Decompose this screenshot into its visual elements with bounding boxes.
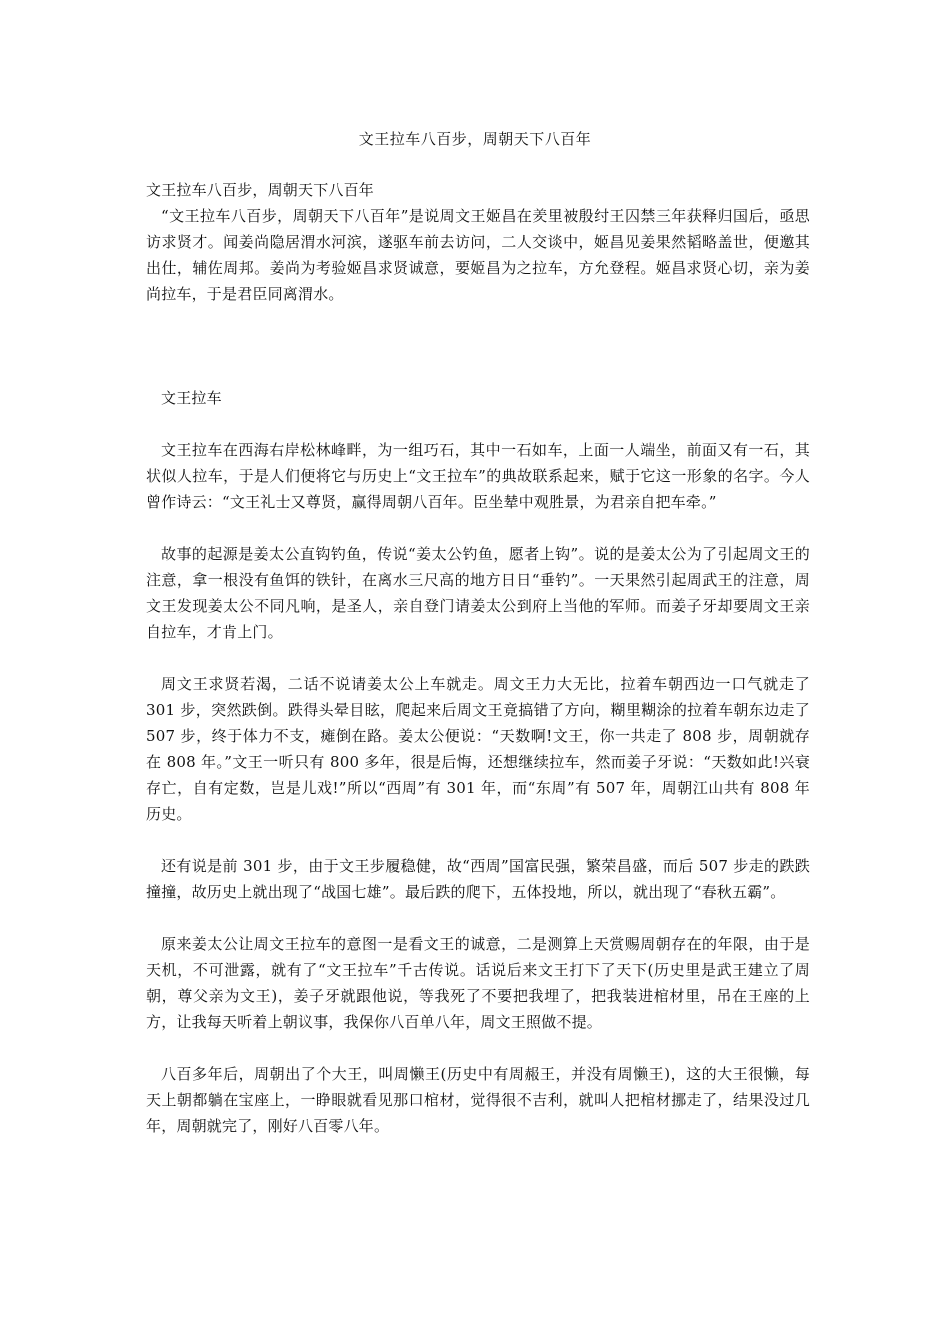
document-title: 文王拉车八百步，周朝天下八百年 (358, 130, 592, 148)
section-gap (146, 307, 810, 385)
intro-paragraph: “文王拉车八百步，周朝天下八百年”是说周文王姬昌在羑里被殷纣王囚禁三年获释归国后，亟思访求贤才。闻姜尚隐居渭水河滨，遂驱车前去访问，二人交谈中，姬昌见姜果然韬略盖世，便邀其出仕，辅佐周邦。姜尚为考验姬昌求贤诚意，要姬昌为之拉车，方允登程。姬昌求贤心切，亲为姜尚拉车，于是君臣同离渭水。 (146, 207, 810, 303)
document-subtitle: 文王拉车八百步，周朝天下八百年 (146, 181, 375, 199)
body-paragraph: 还有说是前 301 步，由于文王步履稳健，故“西周”国富民强，繁荣昌盛，而后 507 步走的跌跌撞撞，故历史上就出现了“战国七雄”。最后跌的爬下，五体投地，所以，就出现了“春秋五霸”。 (146, 857, 810, 901)
body-paragraph: 八百多年后，周朝出了个大王，叫周懒王(历史中有周赧王，并没有周懒王)，这的大王很懒，每天上朝都躺在宝座上，一睁眼就看见那口棺材，觉得很不吉利，就叫人把棺材挪走了，结果没过几年，周朝就完了，刚好八百零八年。 (146, 1065, 810, 1135)
body-paragraph: 故事的起源是姜太公直钩钓鱼，传说“姜太公钓鱼，愿者上钩”。说的是姜太公为了引起周文王的注意，拿一根没有鱼饵的铁针，在离水三尺高的地方日日“垂钓”。一天果然引起周武王的注意，周文王发现姜太公不同凡响，是圣人，亲自登门请姜太公到府上当他的军师。而姜子牙却要周文王亲自拉车，才肯上门。 (146, 545, 810, 641)
section-heading: 文王拉车 (161, 389, 222, 407)
body-paragraph: 周文王求贤若渴，二话不说请姜太公上车就走。周文王力大无比，拉着车朝西边一口气就走了 301 步，突然跌倒。跌得头晕目眩，爬起来后周文王竟搞错了方向，糊里糊涂的拉着车朝东边走了 507 步，终于体力不支，瘫倒在路。姜太公便说：“天数啊!文王，你一共走了 808 步，周朝就存在 808 年。”文王一听只有 800 多年，很是后悔，还想继续拉车，然而姜子牙说：“天数如此!兴衰存亡，自有定数，岂是儿戏!”所以“西周”有 301 年，而“东周”有 507 年，周朝江山共有 808 年历史。 (146, 675, 810, 823)
body-paragraph: 文王拉车在西海右岸松林峰畔，为一组巧石，其中一石如车，上面一人端坐，前面又有一石，其状似人拉车，于是人们便将它与历史上“文王拉车”的典故联系起来，赋于它这一形象的名字。今人曾作诗云：“文王礼士又尊贤，赢得周朝八百年。臣坐辇中观胜景，为君亲自把车牵。” (146, 441, 810, 511)
body-paragraph: 原来姜太公让周文王拉车的意图一是看文王的诚意，二是测算上天赏赐周朝存在的年限，由于是天机，不可泄露，就有了“文王拉车”千古传说。话说后来文王打下了天下(历史里是武王建立了周朝，尊父亲为文王)，姜子牙就跟他说，等我死了不要把我埋了，把我装进棺材里，吊在王座的上方，让我每天听着上朝议事，我保你八百单八年，周文王照做不提。 (146, 935, 810, 1031)
document-body (146, 177, 810, 1165)
